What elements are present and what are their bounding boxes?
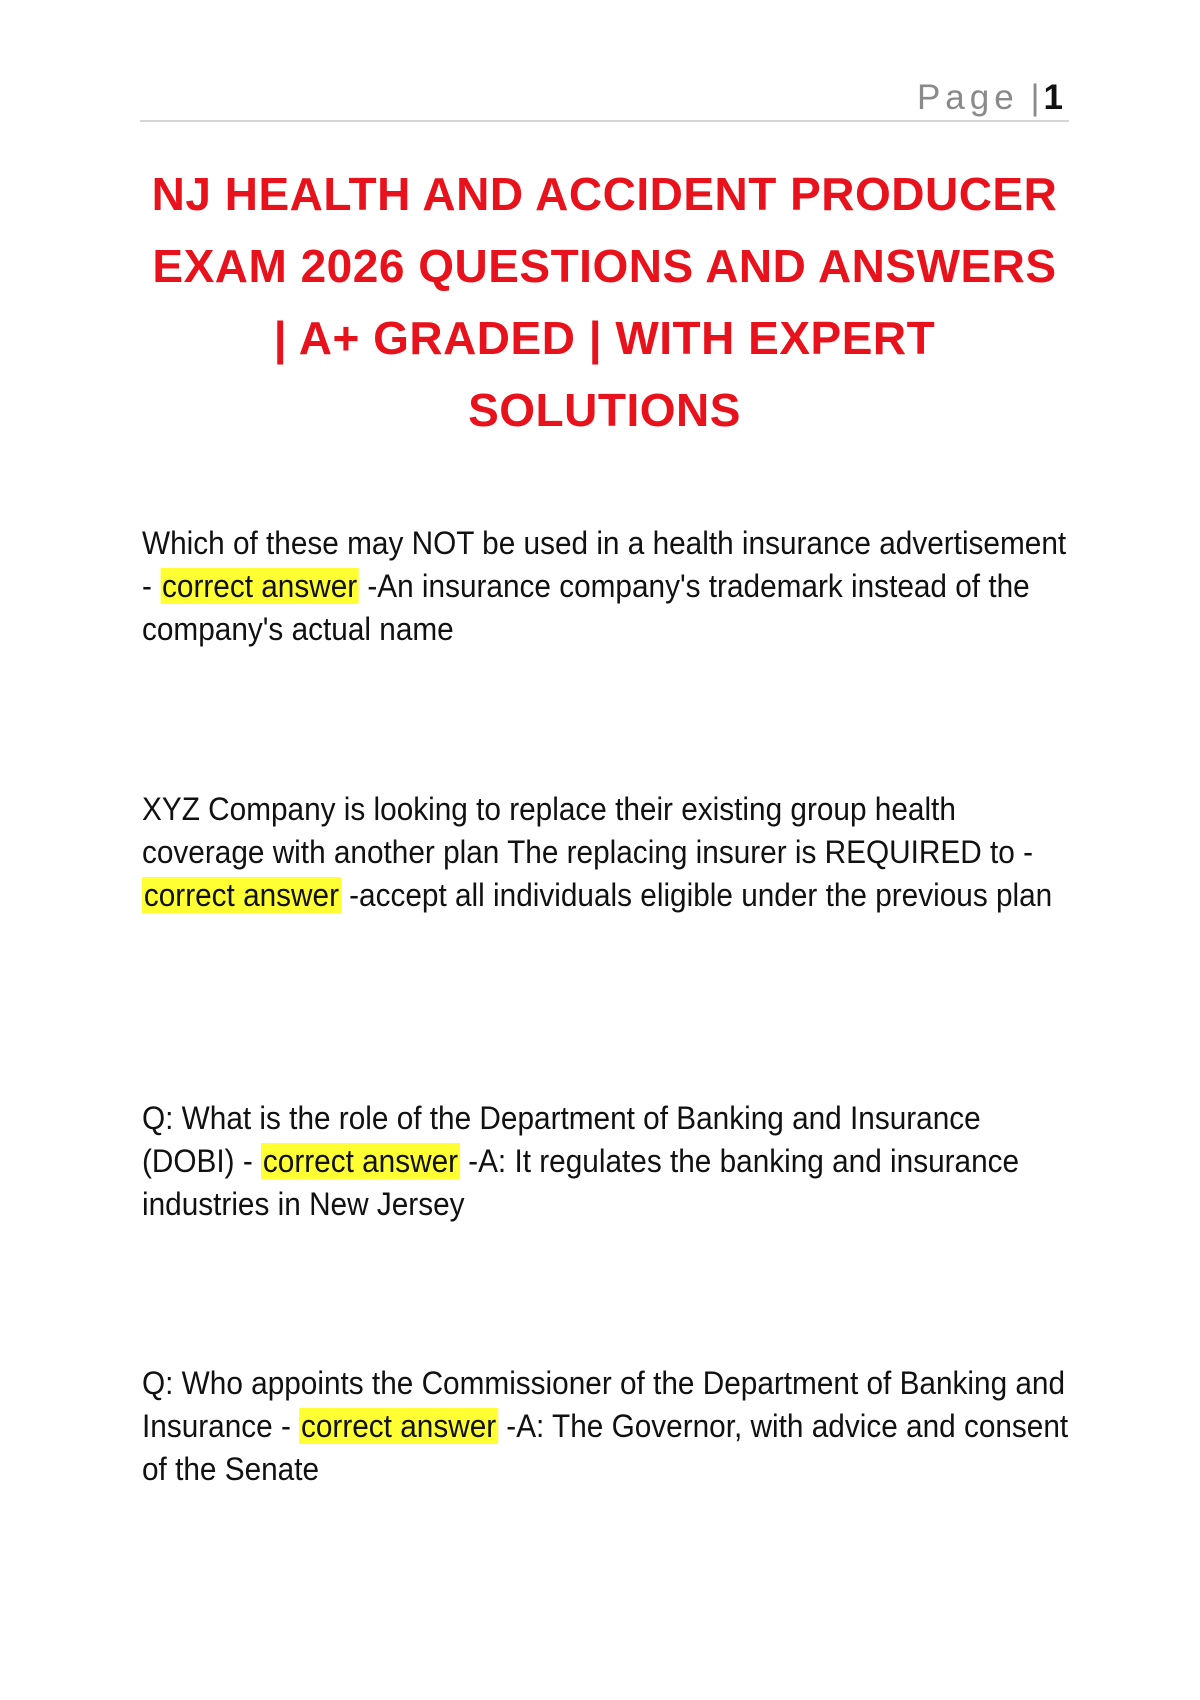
page-number-label <box>917 78 1063 118</box>
answer-text: -An insurance company's trademark instead of the company's actual name <box>142 568 1030 647</box>
answer-text: -A: It regulates the banking and insurance industries in New Jersey <box>142 1143 1020 1222</box>
qa-item <box>142 522 1081 651</box>
question-text: Which of these may NOT be used in a health insurance advertisement - <box>142 525 1067 604</box>
page-header <box>140 74 1069 122</box>
correct-answer-highlight: correct answer <box>301 1408 497 1444</box>
qa-item <box>142 788 1081 917</box>
qa-item <box>142 1097 1081 1226</box>
document-title: NJ HEALTH AND ACCIDENT PRODUCER EXAM 2026 QUESTIONS AND ANSWERS | A+ GRADED | WITH EXPERT SOLUTIONS <box>151 168 1058 436</box>
correct-answer-highlight: correct answer <box>143 877 340 913</box>
answer-text: -accept all individuals eligible under the previous plan <box>340 877 1053 913</box>
page-word: Page <box>916 78 1019 117</box>
correct-answer-highlight: correct answer <box>262 1143 459 1179</box>
qa-item <box>142 1362 1081 1491</box>
question-text: XYZ Company is looking to replace their existing group health coverage with another plan The replacing insurer is REQUIRED to - <box>142 791 1034 870</box>
question-text: Q: Who appoints the Commissioner of the Department of Banking and Insurance - <box>142 1365 1066 1444</box>
page-separator: | <box>1030 78 1040 117</box>
page-number: 1 <box>1043 78 1063 117</box>
question-text: Q: What is the role of the Department of Banking and Insurance (DOBI) - <box>142 1100 981 1179</box>
correct-answer-highlight: correct answer <box>162 568 358 604</box>
answer-text: -A: The Governor, with advice and consent of the Senate <box>142 1408 1069 1487</box>
